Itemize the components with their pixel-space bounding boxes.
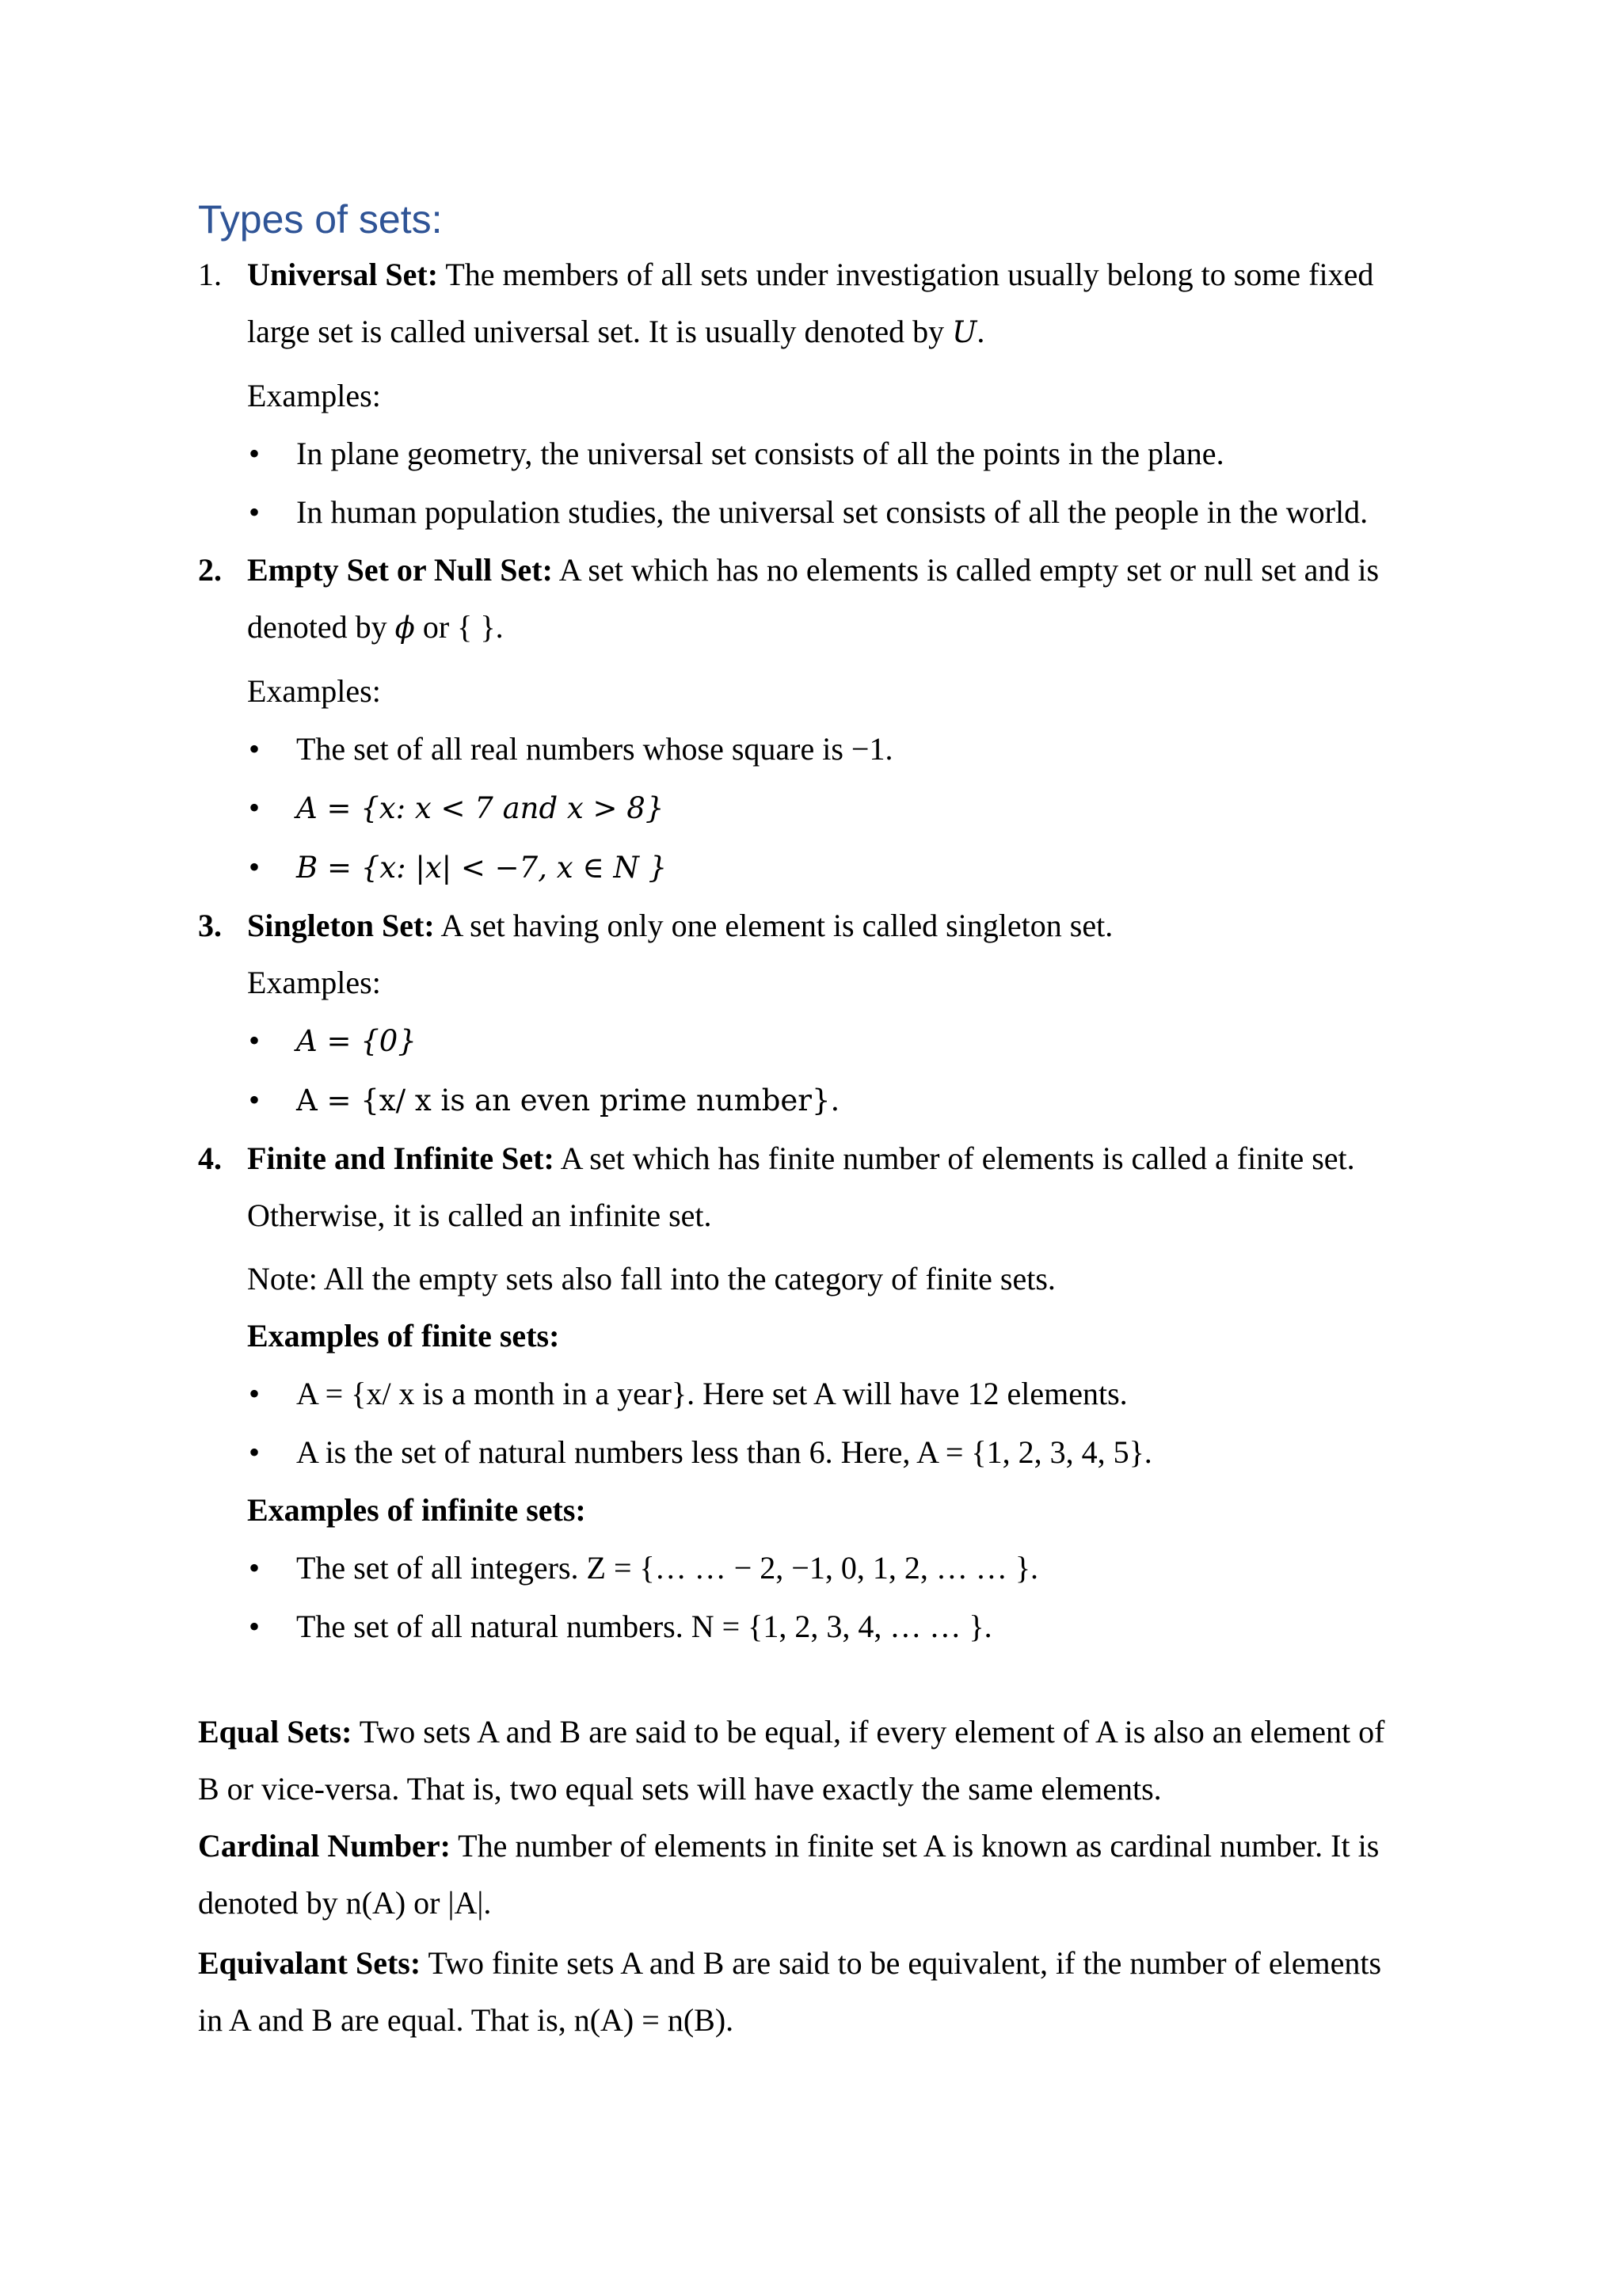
list-item: • A = {x/ x is a month in a year}. Here set A will have 12 elements. [247,1365,1434,1423]
section-header [198,897,1434,954]
section-title: Universal Set: [247,257,439,292]
definition-title: Cardinal Number: [198,1828,451,1864]
bullet-icon: • [249,1082,261,1118]
examples-label: Examples: [247,673,381,709]
list-item: • The set of all natural numbers. N = {1, 2, 3, 4, … … }. [247,1597,1434,1656]
definition-title: Equal Sets: [198,1714,352,1750]
example-list [247,425,1434,542]
list-item: • B = {x: |x| < −7, x ∈ N } [247,838,1434,897]
bullet-icon: • [249,1376,261,1411]
list-item: • A is the set of natural numbers less than 6. Here, A = {1, 2, 3, 4, 5}. [247,1423,1434,1482]
math-symbol: U [952,315,977,349]
definition-cardinal-number: Cardinal Number: The number of elements in finite set A is known as cardinal number. It is denoted by n(A) or |A|. [198,1828,1380,1921]
finite-example-list [247,1365,1434,1482]
section-number: 3. [198,908,222,943]
bullet-icon: • [249,849,261,885]
bullet-icon: • [249,1434,261,1470]
page-heading: Types of sets: [198,197,443,242]
section-number: 4. [198,1140,222,1176]
definition-equal-sets: Equal Sets: Two sets A and B are said to be equal, if every element of A is also an element of B or vice-versa. That is, two equal sets will have exactly the same elements. [198,1714,1385,1807]
examples-label: Examples: [247,378,381,413]
definition-title: Equivalant Sets: [198,1945,421,1981]
bullet-icon: • [249,790,261,825]
section-title: Singleton Set: [247,908,435,943]
list-item: • The set of all integers. Z = {… … − 2, −1, 0, 1, 2, … … }. [247,1539,1434,1597]
note-text: Note: All the empty sets also fall into the category of finite sets. [247,1261,1056,1296]
bullet-icon: • [249,1550,261,1586]
infinite-example-list [247,1539,1434,1656]
example-list [247,1011,1434,1130]
bullet-icon: • [249,1609,261,1644]
section-line2: Otherwise, it is called an infinite set. [247,1197,712,1233]
section-line: A set which has no elements is called empty set or null set and is [558,552,1380,588]
section-text [247,1130,1434,1187]
spacer [198,1656,1434,1704]
infinite-examples-label: Examples of infinite sets: [247,1492,586,1528]
bullet-icon: • [249,1022,261,1058]
bullet-icon: • [249,731,261,767]
section-line: The members of all sets under investigation usually belong to some fixed [445,257,1374,292]
section-empty-set [198,542,1434,897]
section-header [198,542,1434,599]
section-title: Finite and Infinite Set: [247,1140,554,1176]
definition-equivalant-sets: Equivalant Sets: Two finite sets A and B are said to be equivalent, if the number of elements in A and B are equal. That is, n(A) = n(B). [198,1945,1382,2038]
example-list [247,720,1434,897]
section-text [247,542,1434,599]
section-line2: denoted by ϕ or { }. [247,609,504,645]
list-item: • A = {x/ x is an even prime number}. [247,1071,1434,1130]
list-item: • A = {0} [247,1011,1434,1071]
finite-examples-label: Examples of finite sets: [247,1318,560,1354]
section-line2: large set is called universal set. It is usually denoted by U. [247,314,985,349]
section-text [247,897,1434,954]
list-item: • In plane geometry, the universal set consists of all the points in the plane. [247,425,1434,483]
section-finite-infinite-set [198,1130,1434,1656]
list-item: • The set of all real numbers whose square is −1. [247,720,1434,779]
section-line: A set having only one element is called singleton set. [440,908,1114,943]
list-item: • A = {x: x < 7 and x > 8} [247,779,1434,838]
bullet-icon: • [249,436,261,471]
section-header [198,246,1434,303]
section-title: Empty Set or Null Set: [247,552,553,588]
section-number: 1. [198,257,222,292]
math-symbol: ϕ [394,611,415,645]
section-text [247,246,1434,303]
document-content [198,194,1434,2049]
examples-label: Examples: [247,965,381,1000]
section-number: 2. [198,552,222,588]
section-line: A set which has finite number of elements is called a finite set. [560,1140,1355,1176]
section-universal-set [198,246,1434,542]
list-item: • In human population studies, the universal set consists of all the people in the world. [247,483,1434,542]
bullet-icon: • [249,494,261,530]
section-singleton-set [198,897,1434,1130]
section-header [198,1130,1434,1187]
